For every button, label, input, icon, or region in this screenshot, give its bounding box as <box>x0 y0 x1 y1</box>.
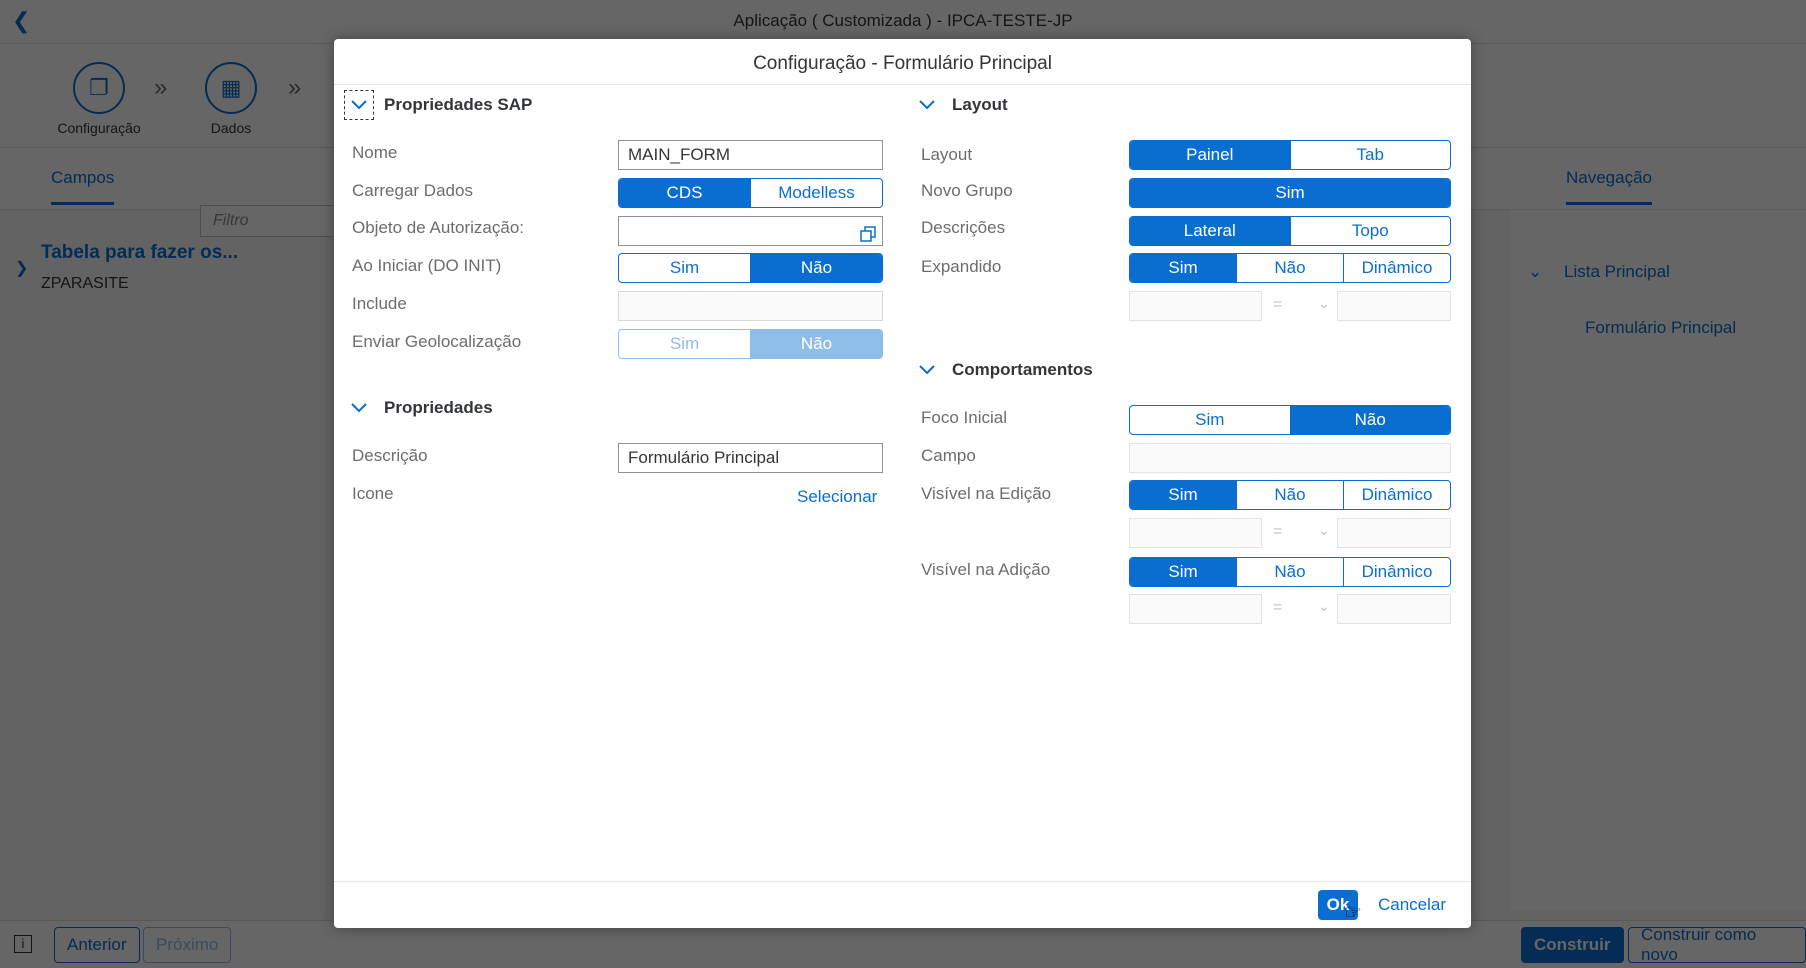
section-title: Propriedades SAP <box>384 95 533 114</box>
expanded-option-nao[interactable]: Não <box>1236 254 1343 282</box>
expanded-option-sim[interactable]: Sim <box>1130 254 1236 282</box>
field-label: Campo <box>921 446 976 465</box>
load-data-label: Carregar Dados <box>352 181 473 200</box>
section-behavior-header[interactable] <box>912 355 1093 385</box>
layout-option-painel[interactable]: Painel <box>1130 141 1290 169</box>
configuration-dialog <box>334 39 1471 928</box>
geolocation-label: Enviar Geolocalização <box>352 332 522 351</box>
visible-add-option-nao[interactable]: Não <box>1236 558 1343 586</box>
condition-field-input[interactable] <box>1129 594 1262 624</box>
initial-focus-segmented <box>1129 405 1451 435</box>
include-label: Include <box>352 294 407 313</box>
visible-edit-segmented <box>1129 480 1451 510</box>
descriptions-option-lateral[interactable]: Lateral <box>1130 217 1290 245</box>
expanded-condition-row <box>1129 291 1451 321</box>
visible-edit-option-sim[interactable]: Sim <box>1130 481 1236 509</box>
initial-focus-label: Foco Inicial <box>921 408 1007 427</box>
dialog-footer <box>334 881 1471 928</box>
expanded-option-dinamico[interactable]: Dinâmico <box>1343 254 1450 282</box>
chevron-down-icon[interactable] <box>912 90 942 120</box>
initial-focus-option-nao[interactable]: Não <box>1290 406 1451 434</box>
geolocation-option-nao[interactable]: Não <box>750 330 882 358</box>
on-init-option-nao[interactable]: Não <box>750 254 882 282</box>
condition-operator[interactable]: = <box>1273 599 1283 616</box>
layout-segmented <box>1129 140 1451 170</box>
auth-object-field[interactable] <box>618 216 883 246</box>
section-sap-header[interactable] <box>344 90 532 120</box>
condition-value-input[interactable] <box>1337 518 1451 548</box>
on-init-option-sim[interactable]: Sim <box>669 258 700 277</box>
condition-value-input[interactable] <box>1337 594 1451 624</box>
load-data-segmented <box>618 178 883 208</box>
visible-add-label: Visível na Adição <box>921 560 1051 579</box>
geolocation-segmented <box>618 329 883 359</box>
load-data-option-modelless[interactable]: Modelless <box>750 179 882 207</box>
new-group-segmented <box>1129 178 1451 208</box>
visible-add-segmented <box>1129 557 1451 587</box>
new-group-option-sim[interactable]: Sim <box>1130 179 1450 207</box>
name-field[interactable]: MAIN_FORM <box>618 140 883 170</box>
section-title: Layout <box>952 95 1008 114</box>
visible-add-condition-row <box>1129 594 1451 624</box>
section-props-header[interactable] <box>344 393 493 423</box>
visible-edit-label: Visível na Edição <box>921 484 1052 503</box>
descriptions-label: Descrições <box>921 218 1006 237</box>
description-field[interactable]: Formulário Principal <box>618 443 883 473</box>
section-title: Comportamentos <box>952 360 1093 379</box>
ok-button[interactable]: Ok <box>1318 890 1358 920</box>
visible-edit-option-nao[interactable]: Não <box>1236 481 1343 509</box>
visible-edit-option-dinamico[interactable]: Dinâmico <box>1343 481 1450 509</box>
condition-field-input[interactable] <box>1129 518 1262 548</box>
chevron-down-icon[interactable] <box>344 393 374 423</box>
expanded-segmented <box>1129 253 1451 283</box>
cancel-button[interactable]: Cancelar <box>1370 890 1454 920</box>
on-init-label: Ao Iniciar (DO INIT) <box>352 256 502 275</box>
chevron-down-icon[interactable] <box>912 355 942 385</box>
visible-edit-condition-row <box>1129 518 1451 548</box>
expanded-label: Expandido <box>921 257 1002 276</box>
new-group-label: Novo Grupo <box>921 181 1013 200</box>
auth-object-label: Objeto de Autorização: <box>352 218 525 237</box>
descriptions-option-topo[interactable]: Topo <box>1290 217 1451 245</box>
include-field[interactable] <box>618 291 883 321</box>
select-icon-link[interactable]: Selecionar <box>797 487 878 506</box>
condition-operator[interactable]: = <box>1273 523 1283 540</box>
layout-option-tab[interactable]: Tab <box>1290 141 1451 169</box>
chevron-down-icon[interactable]: ⌄ <box>1318 598 1330 614</box>
value-help-icon[interactable] <box>860 223 876 239</box>
descriptions-segmented <box>1129 216 1451 246</box>
condition-value-input[interactable] <box>1337 291 1451 321</box>
section-title: Propriedades <box>384 398 493 417</box>
name-label: Nome <box>352 143 398 162</box>
dialog-title: Configuração - Formulário Principal <box>334 39 1471 85</box>
section-layout-header[interactable] <box>912 90 1008 120</box>
hand-cursor-icon: ☞ <box>1344 902 1362 924</box>
layout-label: Layout <box>921 145 973 164</box>
field-input[interactable] <box>1129 443 1451 473</box>
visible-add-option-sim[interactable]: Sim <box>1130 558 1236 586</box>
visible-add-option-dinamico[interactable]: Dinâmico <box>1343 558 1450 586</box>
description-label: Descrição <box>352 446 428 465</box>
chevron-down-icon[interactable]: ⌄ <box>1318 295 1330 311</box>
geolocation-option-sim[interactable]: Sim <box>669 334 700 353</box>
on-init-segmented <box>618 253 883 283</box>
chevron-down-icon[interactable] <box>344 90 374 120</box>
condition-field-input[interactable] <box>1129 291 1262 321</box>
initial-focus-option-sim[interactable]: Sim <box>1195 410 1225 429</box>
load-data-option-cds[interactable]: CDS <box>619 179 750 207</box>
chevron-down-icon[interactable]: ⌄ <box>1318 522 1330 538</box>
icon-label: Icone <box>352 484 394 503</box>
condition-operator[interactable]: = <box>1273 296 1283 313</box>
